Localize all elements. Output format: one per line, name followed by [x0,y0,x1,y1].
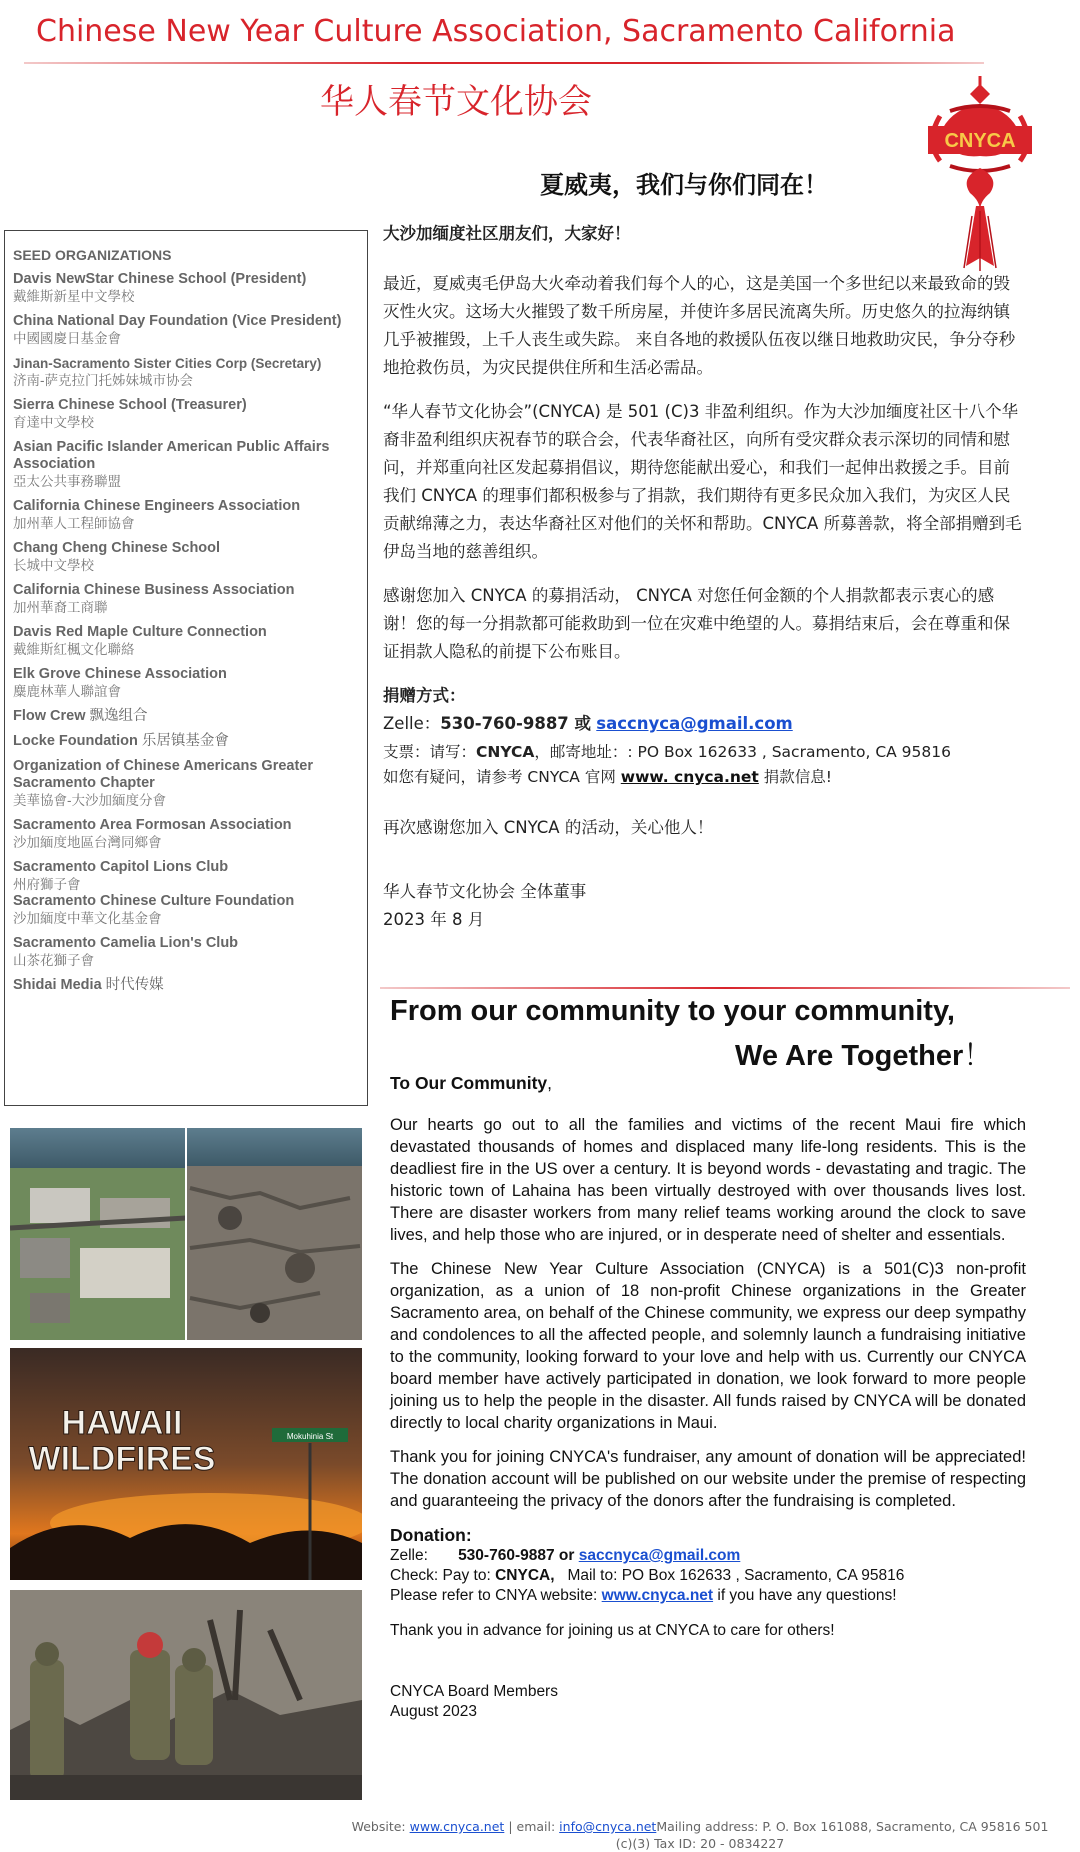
en-check-line [390,1566,1026,1586]
footer-website-link[interactable]: www.cnyca.net [409,1819,505,1834]
footer-website-label: Website: [351,1819,406,1834]
en-check-mail: Mail to: PO Box 162633 , Sacramento, CA 95816 [567,1567,905,1584]
relief-workers-photo [10,1590,362,1800]
org-item [13,935,361,969]
org-name-en: Sacramento Camelia Lion's Club [13,935,239,951]
org-item [13,439,361,490]
org-name-cn: 亞太公共事務聯盟 [13,474,121,489]
en-heading-text: We Are Together [735,1040,964,1072]
cn-check-label: 支票：请写： [383,743,477,761]
org-item [13,859,361,893]
en-heading-line-1: From our community to your community, [390,995,955,1027]
org-item [13,758,361,809]
cn-paragraph-1: 最近，夏威夷毛伊岛大火牵动着我们每个人的心，这是美国一个多世纪以来最致命的毁灭性火灾。这场大火摧毁了数千所房屋，并使许多居民流离失所。历史悠久的拉海纳镇几乎被摧毁，上千人丧生或失踪。 来自各地的救援队伍夜以继日地救助灾民，争分夺秒地抢救伤员，为灾民提供住所和生活必需品。 [383,274,1016,377]
org-item [13,582,361,616]
seed-organizations-title: SEED ORGANIZATIONS [13,247,172,263]
org-item [13,540,361,574]
en-thanks: Thank you in advance for joining us at CNYCA to care for others! [390,1622,835,1639]
en-signature: CNYCA Board Members [390,1683,558,1700]
cn-check-line [383,738,1023,766]
org-name-cn: 戴維斯紅楓文化聯絡 [13,642,135,657]
org-name-cn: 飘逸组合 [89,708,148,724]
cn-website-pre: 如您有疑问，请参考 CNYCA 官网 [383,768,616,786]
en-paragraph-2: The Chinese New Year Culture Association (CNYCA) is a 501(C)3 non-profit organization, as a union of 18 non-profit Chinese organizations in the Greater Sacramento area, on behalf of the Chinese community, we express our deep sympathy and condolences to all the affected people, and solemnly launch a fundraising initiative to the community, looking forward to your love and help with us. Currently our CNYCA board member have actively participated in donation, we look forward to more people joining us to help the people in the disaster. All funds raised by CNYCA will be donated directly to local charity organizations in Maui. [390,1260,1026,1432]
org-item [13,313,361,347]
en-check-payee: CNYCA, [495,1567,555,1584]
en-heading-line-2 [735,1033,992,1074]
hawaii-wildfires-photo [10,1348,362,1580]
org-name-cn: 中國國慶日基金會 [13,331,121,346]
en-check-label: Check: Pay to: [390,1567,491,1584]
org-name-en: Sacramento Chinese Culture Foundation [13,893,295,909]
org-item [13,666,361,700]
org-name-cn: 加州華人工程師協會 [13,516,135,531]
footer-mailing: Mailing address: P. O. Box 161088, Sacramento, CA 95816 501 (c)(3) Tax ID: 20 - 0834227 [615,1819,1049,1851]
en-zelle-label: Zelle: [390,1547,428,1564]
org-name-cn: 戴維斯新星中文學校 [13,289,135,304]
title-divider [24,62,984,64]
org-item [13,355,361,389]
page-footer [350,1818,1050,1852]
en-paragraph-3: Thank you for joining CNYCA's fundraiser, any amount of donation will be appreciated! The donation account will be published on our website under the premise of respecting and guaranteeing the privacy of the donors after the fundraising is completed. [390,1448,1026,1510]
org-name-en: Flow Crew [13,708,86,724]
org-name-en: China National Day Foundation (Vice President) [13,313,342,329]
cn-paragraph-3: 感谢您加入 CNYCA 的募捐活动， CNYCA 对您任何金额的个人捐款都表示衷心的感谢！您的每一分捐款都可能救助到一位在灾难中绝望的人。募捐结束后，会在尊重和保证捐款人隐私的前提下公布账目。 [383,586,1010,661]
wildfire-caption-2: WILDFIRES [28,1440,216,1478]
org-name-cn: 州府獅子會 [13,877,81,892]
cn-website-post: 捐款信息! [763,768,832,786]
org-name-en: Asian Pacific Islander American Public Affairs Association [13,439,330,472]
org-name-en: Sierra Chinese School (Treasurer) [13,397,247,413]
section-divider [380,987,1070,989]
org-name-en: Davis NewStar Chinese School (President) [13,271,307,287]
org-name-en: Jinan-Sacramento Sister Cities Corp (Secretary) [13,356,322,371]
cn-thanks: 再次感谢您加入 CNYCA 的活动，关心他人！ [383,818,714,837]
en-website-link[interactable]: www.cnyca.net [601,1587,714,1604]
org-item [13,624,361,658]
org-name-cn: 沙加緬度地區台灣同鄉會 [13,835,162,850]
en-website-pre: Please refer to CNYA website: [390,1587,598,1604]
org-item [13,271,361,305]
seed-organizations-box [4,230,368,1106]
logo-text: CNYCA [944,130,1016,152]
org-item [13,977,361,994]
org-name-en: Sacramento Area Formosan Association [13,817,292,833]
wildfire-caption-1: HAWAII [61,1404,183,1442]
org-name-en: Elk Grove Chinese Association [13,666,227,682]
org-name-en: Sacramento Capitol Lions Club [13,859,229,875]
cn-check-payee: CNYCA [476,743,535,761]
org-name-en: Chang Cheng Chinese School [13,540,221,556]
cn-zelle-label: Zelle： [383,714,441,733]
en-greeting-bold: To Our Community [390,1073,548,1093]
english-letter [390,1072,1026,1722]
cn-zelle-value: 530-760-9887 或 [440,714,592,733]
footer-email-link[interactable]: info@cnyca.net [559,1819,657,1834]
en-paragraph-1: Our hearts go out to all the families and victims of the recent Maui fire which devastated thousands of homes and displaced many life-long residents. This is the deadliest fire in the US over a century. It is beyond words - devastating and tragic. The historic town of Lahaina has been virtually destroyed with over thousands lives lost. There are disaster workers from many relief teams working around the clock to save lives, and help those who are injured, or in desperate need of shelter and essentials. [390,1116,1026,1244]
org-item [13,708,361,725]
cn-website-link[interactable]: www. cnyca.net [620,768,759,786]
org-item [13,397,361,431]
cn-check-mail: ，邮寄地址：: PO Box 162633 , Sacramento, CA 95816 [534,743,951,761]
en-date: August 2023 [390,1703,478,1720]
org-name-en: California Chinese Business Association [13,582,295,598]
org-item [13,893,361,927]
cn-paragraph-2: “华人春节文化协会”(CNYCA) 是 501 (C)3 非盈利组织。作为大沙加缅度社区十八个华裔非盈利组织庆祝春节的联合会，代表华裔社区，向所有受灾群众表示深切的同情和慰问，并郑重向社区发起募捐倡议，期待您能献出爱心，和我们一起伸出救援之手。目前我们 CNYCA 的理事们都积极参与了捐款，我们期待有更多民众加入我们，为灾区人民贡献绵薄之力，表达华裔社区对他们的关怀和帮助。CNYCA 所募善款，将全部捐赠到毛伊岛当地的慈善组织。 [383,402,1022,561]
org-name-cn: 沙加緬度中華文化基金會 [13,911,162,926]
org-name-en: California Chinese Engineers Association [13,498,301,514]
page-title-en: Chinese New Year Culture Association, Sacramento California [36,14,956,49]
org-item [13,733,361,750]
maui-aerial-before-after-photo [10,1128,362,1340]
cn-email-link[interactable]: saccnyca@gmail.com [596,714,793,733]
org-name-en: Davis Red Maple Culture Connection [13,624,267,640]
en-greeting-tail: , [547,1073,553,1093]
org-name-cn: 乐居镇基金會 [141,733,229,749]
org-item [13,498,361,532]
org-name-en: Organization of Chinese Americans Greater Sacramento Chapter [13,758,314,791]
en-email-link[interactable]: saccnyca@gmail.com [578,1547,741,1564]
org-name-cn: 育達中文學校 [13,415,94,430]
cn-date: 2023 年 8 月 [383,910,485,929]
heading-hawaii-we-are-with-you: 夏威夷，我们与你们同在！ [540,170,828,199]
en-greeting [390,1072,1026,1094]
en-zelle-line [390,1546,1026,1566]
en-website-post: if you have any questions! [717,1587,897,1604]
org-name-cn: 麋鹿林華人聯誼會 [13,684,121,699]
org-name-cn: 山茶花獅子會 [13,953,94,968]
org-name-cn: 美華協會-大沙加緬度分會 [13,793,166,808]
org-name-en: Locke Foundation [13,733,138,749]
org-name-cn: 济南-萨克拉门托姊妹城市协会 [13,373,193,388]
org-item [13,817,361,851]
cn-website-line [383,766,1023,788]
org-name-cn: 加州華裔工商聯 [13,600,108,615]
en-zelle-value: 530-760-9887 or [458,1547,575,1564]
cn-greeting: 大沙加缅度社区朋友们，大家好！ [383,224,631,243]
chinese-letter [383,220,1023,934]
page-title-cn: 华人春节文化协会 [320,82,592,122]
org-name-en: Shidai Media [13,977,102,993]
en-donation-title: Donation: [390,1525,472,1545]
footer-email-label: | email: [508,1819,556,1834]
org-name-cn: 时代传媒 [105,977,164,993]
street-sign: Mokuhinia St [286,1432,334,1441]
en-heading-mark: ！ [963,1040,993,1072]
cn-donation-title: 捐赠方式： [383,686,466,705]
cn-signature: 华人春节文化协会 全体董事 [383,882,587,901]
cn-zelle-line [383,710,1023,738]
org-name-cn: 长城中文學校 [13,558,94,573]
en-website-line [390,1586,1026,1606]
